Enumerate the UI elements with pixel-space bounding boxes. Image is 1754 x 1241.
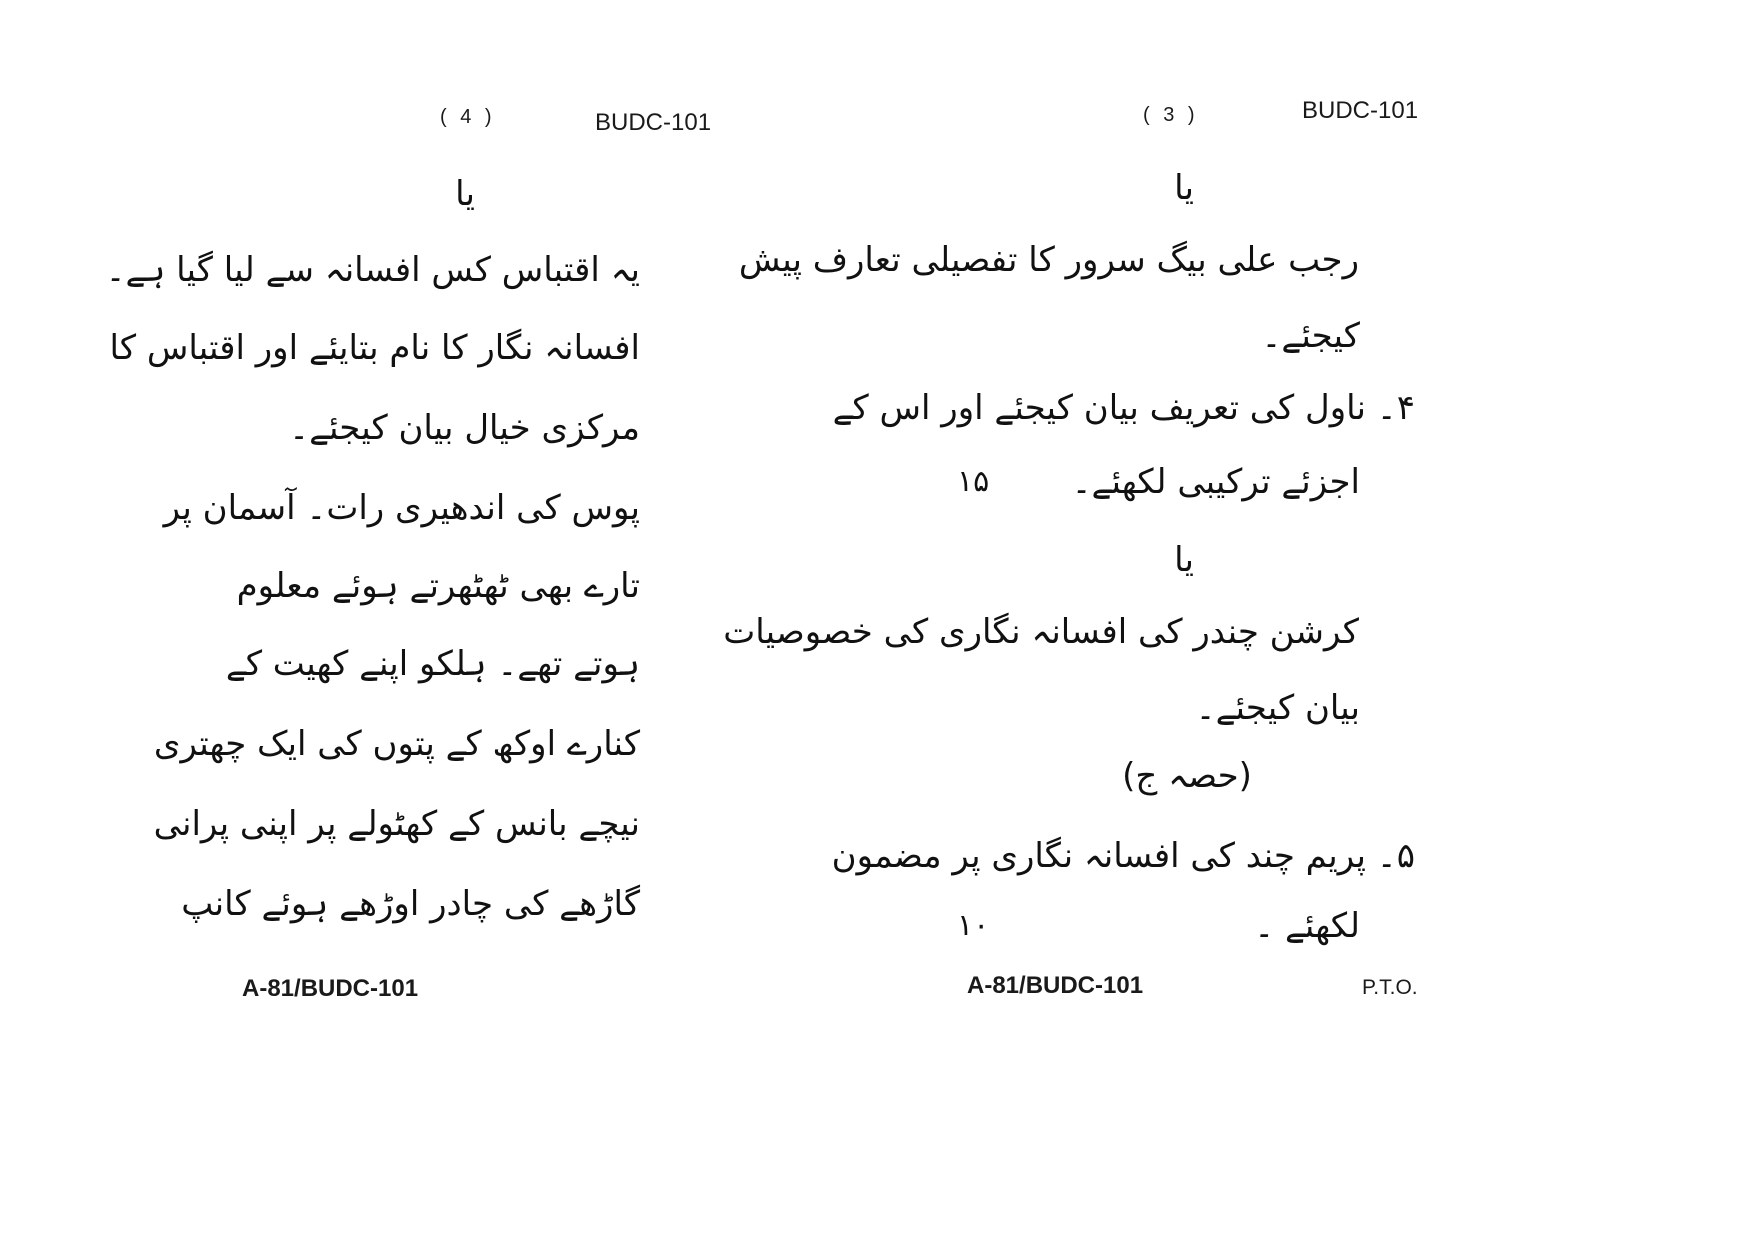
pto-label: P.T.O. <box>1362 976 1418 999</box>
text-line: نیچے بانس کے کھٹولے پر اپنی پرانی <box>153 804 640 844</box>
question-4-alt-line: کرشن چندر کی افسانہ نگاری کی خصوصیات <box>723 612 1359 652</box>
header-code: BUDC-101 <box>595 109 712 136</box>
text-line: افسانہ نگار کا نام بتایئے اور اقتباس کا <box>109 328 640 368</box>
question-3-alt-line: رجب علی بیگ سرور کا تفصیلی تعارف پیش <box>738 240 1359 280</box>
question-4-line: ۴۔ ناول کی تعریف بیان کیجئے اور اس کے <box>832 388 1415 428</box>
text-line: یہ اقتباس کس افسانہ سے لیا گیا ہے۔ <box>105 250 640 290</box>
question-4-alt-line: بیان کیجئے۔ <box>1195 688 1360 728</box>
question-5-line: لکھئے ۔ <box>1254 906 1360 946</box>
page-number: ( 4 ) <box>440 106 496 128</box>
right-page <box>723 0 1754 1241</box>
question-4-line: اجزئے ترکیبی لکھئے۔ <box>1071 462 1360 502</box>
text-line: پوس کی اندھیری رات۔ آسمان پر <box>163 488 640 528</box>
section-heading: (حصہ ج) <box>1122 756 1252 796</box>
text-line: تارے بھی ٹھٹھرتے ہوئے معلوم <box>236 566 640 606</box>
marks-label: ۱۰ <box>957 908 990 943</box>
or-label: یا <box>1174 168 1194 208</box>
or-label: یا <box>1174 540 1194 580</box>
footer-code: A-81/BUDC-101 <box>967 972 1144 999</box>
text-line: مرکزی خیال بیان کیجئے۔ <box>289 408 640 448</box>
page-number: ( 3 ) <box>1143 104 1199 126</box>
or-label: یا <box>455 174 475 214</box>
header-code: BUDC-101 <box>1302 97 1419 124</box>
text-line: گاڑھے کی چادر اوڑھے ہوئے کانپ <box>181 884 640 924</box>
question-5-line: ۵۔ پریم چند کی افسانہ نگاری پر مضمون <box>831 836 1415 876</box>
marks-label: ۱۵ <box>957 464 990 499</box>
footer-code: A-81/BUDC-101 <box>242 975 419 1002</box>
text-line: ہوتے تھے۔ ہلکو اپنے کھیت کے <box>225 644 640 684</box>
text-line: کنارے اوکھ کے پتوں کی ایک چھتری <box>153 724 640 764</box>
question-3-alt-line: کیجئے۔ <box>1261 316 1360 356</box>
